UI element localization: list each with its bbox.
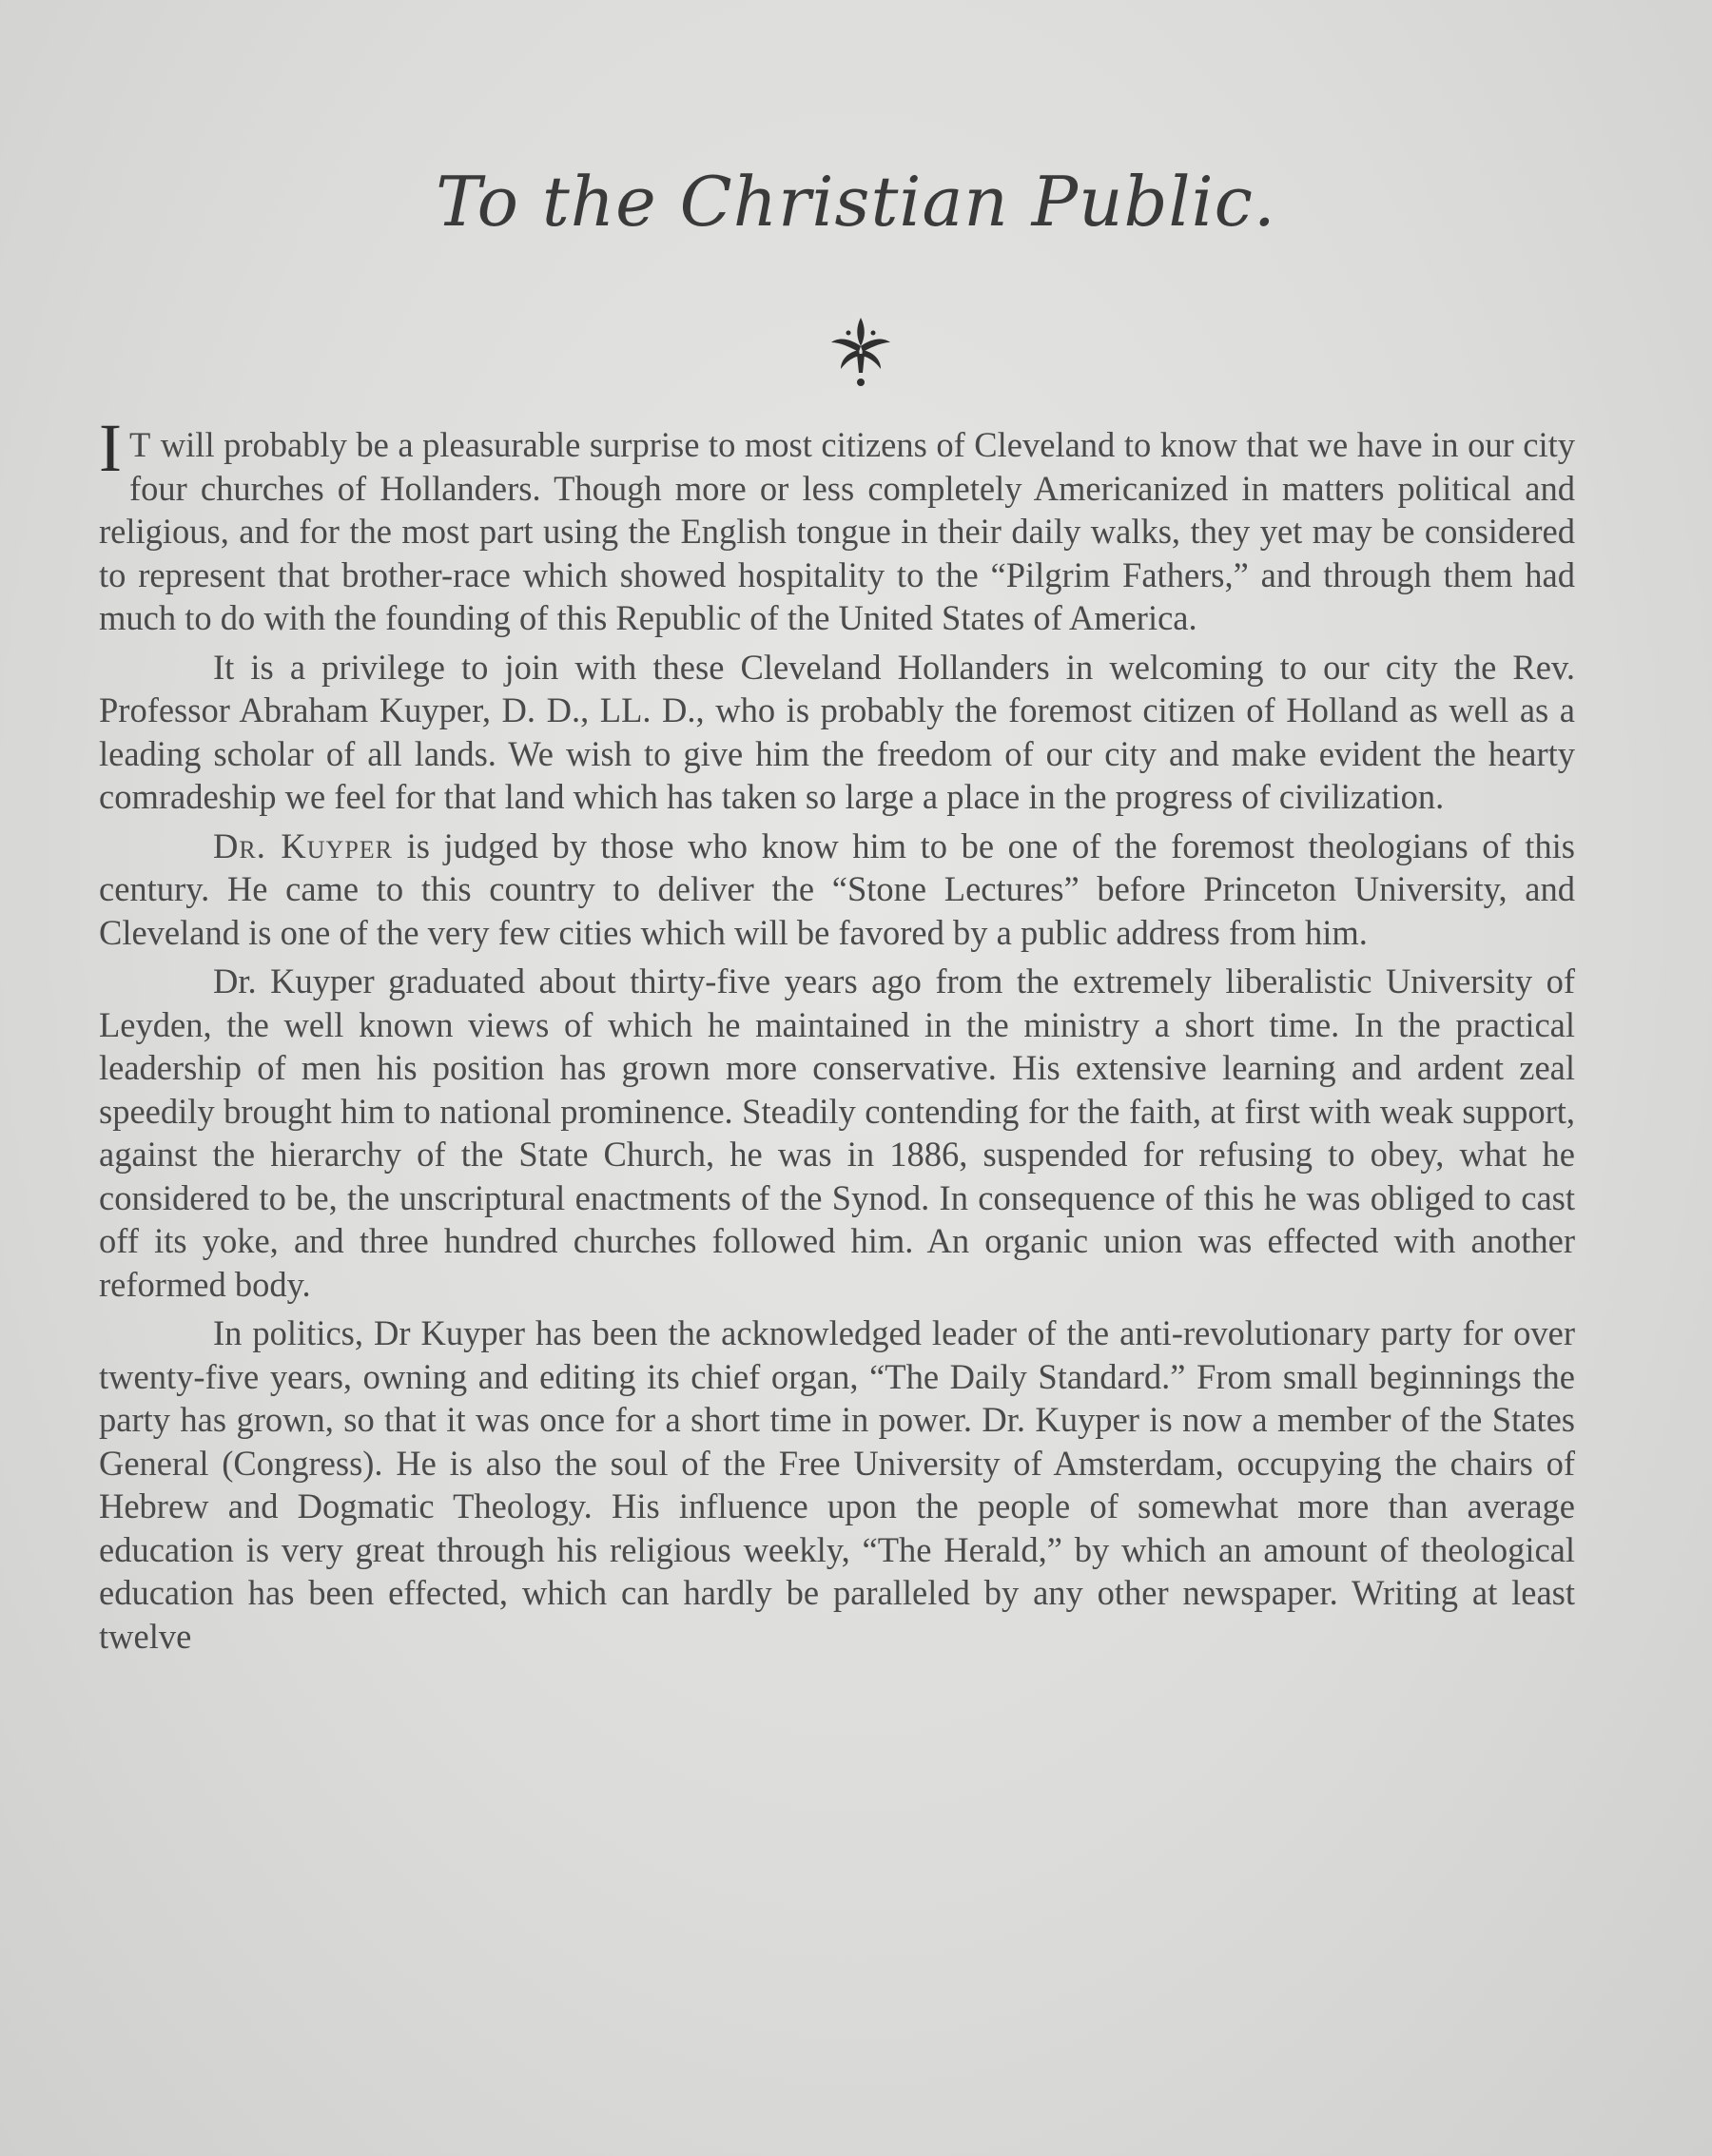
- paragraph-4-text: Dr. Kuyper graduated about thirty-five years ago from the extremely liberalistic University of Leyden, the well known views of which he maintained in the ministry a short time. In the practical leadership of men his position has grown more conservative. His extensive learning and ardent zeal speedily brought him to national prominence. Steadily contending for the faith, at first with weak support, against the hierarchy of the State Church, he was in 1886, suspended for refusing to obey, what he considered to be, the unscriptural enactments of the Synod. In consequence of this he was obliged to cast off its yoke, and three hundred churches followed him. An organic union was effected with another reformed body.: [99, 961, 1575, 1304]
- letter-body: [99, 410, 1576, 1663]
- paragraph-3-text: is judged by those who know him to be one of the foremost theologians of this century. He came to this country to deliver the “Stone Lectures” before Princeton University, and Cleveland is one of the very few cities which will be favored by a public address from him.: [99, 825, 1576, 952]
- paragraph-3: [99, 825, 1575, 955]
- paragraph-2-text: It is a privilege to join with these Cleveland Hollanders in welcoming to our city the Rev. Professor Abraham Kuyper, D. D., LL. D., who is probably the foremost citizen of Holland as well as a leading scholar of all lands. We wish to give him the freedom of our city and make evident the hearty comradeship we feel for that land which has taken so large a place in the progress of civilization.: [99, 647, 1575, 816]
- paragraph-5: [99, 1311, 1575, 1658]
- paragraph-4: [99, 960, 1575, 1306]
- paragraph-1-lead: T: [128, 425, 152, 464]
- fleuron-icon: [827, 314, 894, 390]
- paragraph-1: [99, 410, 1575, 640]
- paragraph-2: [99, 646, 1575, 819]
- page-title: To the Christian Public.: [436, 162, 1276, 242]
- drop-cap: I: [99, 410, 122, 486]
- paragraph-5-text: In politics, Dr Kuyper has been the acknowledged leader of the anti-revolutionary party for over twenty-five years, owning and editing its chief organ, “The Daily Standard.” From small beginnings the party has grown, so that it was once for a short time in power. Dr. Kuyper is now a member of the States General (Congress). He is also the soul of the Free University of Amsterdam, occupying the chairs of Hebrew and Dogmatic Theology. His influence upon the people of somewhat more than average education is very great through his religious weekly, “The Herald,” by which an amount of theological education has been effected, which can hardly be paralleled by any other newspaper. Writing at least twelve: [99, 1313, 1575, 1656]
- paragraph-3-lead: Dr. Kuyper: [213, 825, 394, 865]
- paragraph-1-text: will probably be a pleasurable surprise to most citizens of Cleveland to know that we have in our city four churches of Hollanders. Though more or less completely Americanized in matters political and religious, and for the most part using the English tongue in their daily walks, they yet may be considered to represent that brother-race which showed hospitality to the “Pilgrim Fathers,” and through them had much to do with the founding of this Republic of the United States of America.: [99, 425, 1575, 637]
